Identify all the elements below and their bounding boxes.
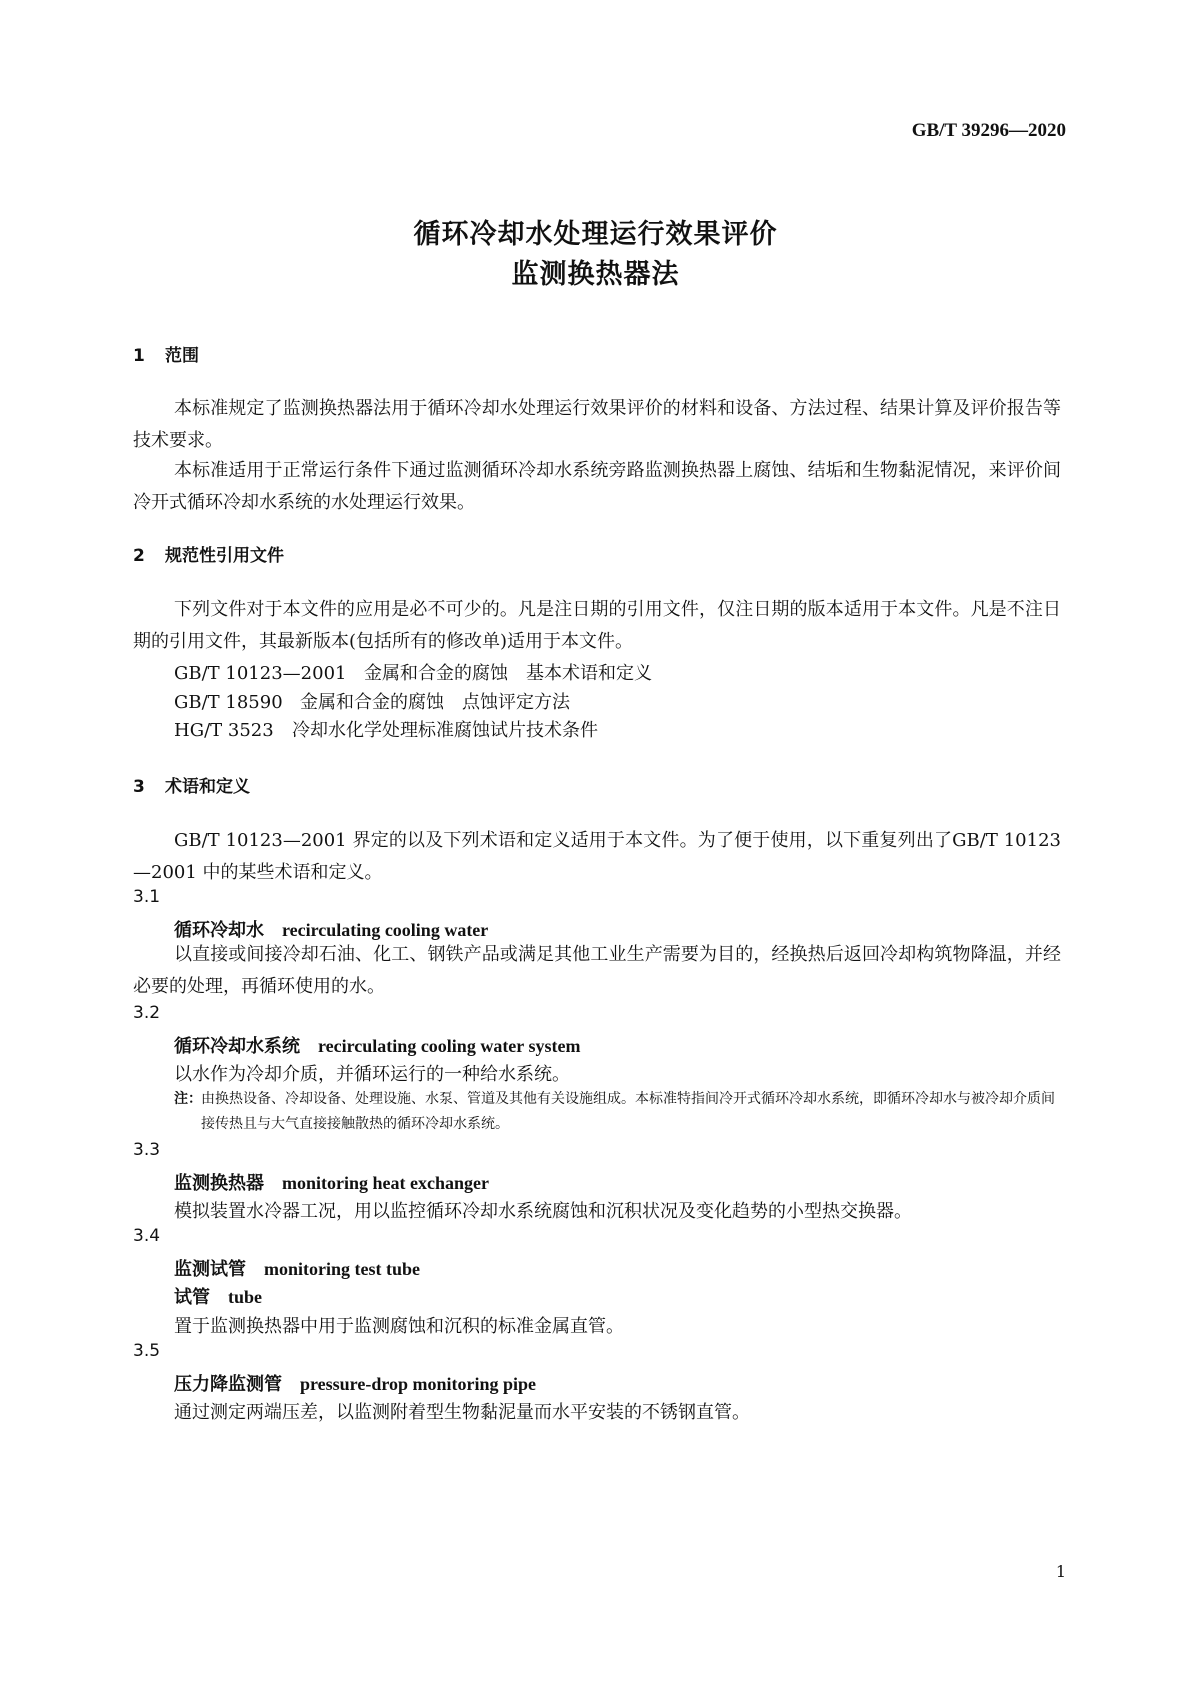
section-number: 3 <box>133 777 145 797</box>
section-number: 1 <box>133 346 145 366</box>
reference-item <box>174 688 570 714</box>
term-heading <box>174 1255 420 1281</box>
term-cn: 循环冷却水系统 <box>174 1036 300 1057</box>
term-en: tube <box>228 1287 263 1307</box>
term-number: 3.1 <box>133 887 161 907</box>
reference-code: HG/T 3523 <box>174 720 274 741</box>
term-definition: 通过测定两端压差，以监测附着型生物黏泥量而水平安装的不锈钢直管。 <box>174 1402 750 1423</box>
term-definition: 以水作为冷却介质，并循环运行的一种给水系统。 <box>174 1064 570 1085</box>
term-cn: 循环冷却水 <box>174 920 264 941</box>
term-heading <box>174 1169 489 1195</box>
term-cn: 监测换热器 <box>174 1173 264 1194</box>
references-intro: 下列文件对于本文件的应用是必不可少的。凡是注日期的引用文件，仅注日期的版本适用于本文件。凡是不注日期的引用文件，其最新版本(包括所有的修改单)适用于本文件。 <box>133 599 1061 652</box>
standard-code: GB/T 39296—2020 <box>911 120 1066 141</box>
term-en: monitoring test tube <box>264 1259 420 1279</box>
note-text: 由换热设备、冷却设备、处理设施、水泵、管道及其他有关设施组成。本标准特指间冷开式循环冷却水系统，即循环冷却水与被冷却介质间接传热且与大气直接接触散热的循环冷却水系统。 <box>201 1091 1055 1132</box>
term-definition: 模拟装置水冷器工况，用以监控循环冷却水系统腐蚀和沉积状况及变化趋势的小型热交换器。 <box>174 1201 912 1222</box>
reference-item <box>174 716 598 742</box>
term-en: recirculating cooling water <box>282 920 489 940</box>
reference-title: 金属和合金的腐蚀 基本术语和定义 <box>364 663 652 684</box>
section-heading-scope <box>133 341 199 366</box>
term-number: 3.3 <box>133 1140 161 1160</box>
term-definition: 置于监测换热器中用于监测腐蚀和沉积的标准金属直管。 <box>174 1316 624 1337</box>
scope-paragraph-1: 本标准规定了监测换热器法用于循环冷却水处理运行效果评价的材料和设备、方法过程、结果计算及评价报告等技术要求。 <box>133 398 1061 451</box>
section-title: 术语和定义 <box>165 777 250 797</box>
page-number: 1 <box>1055 1562 1066 1581</box>
reference-code: GB/T 10123—2001 <box>174 663 347 684</box>
section-title: 规范性引用文件 <box>165 546 284 566</box>
term-cn: 试管 <box>174 1287 210 1308</box>
term-heading <box>174 1370 536 1396</box>
term-en: pressure-drop monitoring pipe <box>300 1374 537 1394</box>
section-heading-terms <box>133 772 250 797</box>
reference-title: 冷却水化学处理标准腐蚀试片技术条件 <box>292 720 598 741</box>
term-number: 3.2 <box>133 1003 161 1023</box>
document-title-line-1: 循环冷却水处理运行效果评价 <box>413 219 778 250</box>
term-en: recirculating cooling water system <box>318 1036 581 1056</box>
term-number: 3.5 <box>133 1341 161 1361</box>
note-label: 注： <box>174 1091 202 1107</box>
section-heading-references <box>133 541 284 566</box>
term-note <box>174 1087 1061 1137</box>
term-heading <box>174 1032 580 1058</box>
term-definition: 以直接或间接冷却石油、化工、钢铁产品或满足其他工业生产需要为目的，经换热后返回冷却构筑物降温，并经必要的处理，再循环使用的水。 <box>133 944 1061 997</box>
document-title-line-2: 监测换热器法 <box>511 259 680 290</box>
reference-title: 金属和合金的腐蚀 点蚀评定方法 <box>300 692 570 713</box>
term-cn: 压力降监测管 <box>174 1374 282 1395</box>
term-number: 3.4 <box>133 1226 161 1246</box>
term-alt-heading <box>174 1283 262 1309</box>
section-title: 范围 <box>165 346 199 366</box>
term-cn: 监测试管 <box>174 1259 246 1280</box>
reference-code: GB/T 18590 <box>174 692 283 713</box>
section-number: 2 <box>133 546 145 566</box>
terms-intro: GB/T 10123—2001 界定的以及下列术语和定义适用于本文件。为了便于使用，以下重复列出了GB/T 10123—2001 中的某些术语和定义。 <box>133 830 1061 883</box>
scope-paragraph-2: 本标准适用于正常运行条件下通过监测循环冷却水系统旁路监测换热器上腐蚀、结垢和生物黏泥情况，来评价间冷开式循环冷却水系统的水处理运行效果。 <box>133 460 1061 513</box>
term-en: monitoring heat exchanger <box>282 1173 489 1193</box>
reference-item <box>174 659 652 685</box>
